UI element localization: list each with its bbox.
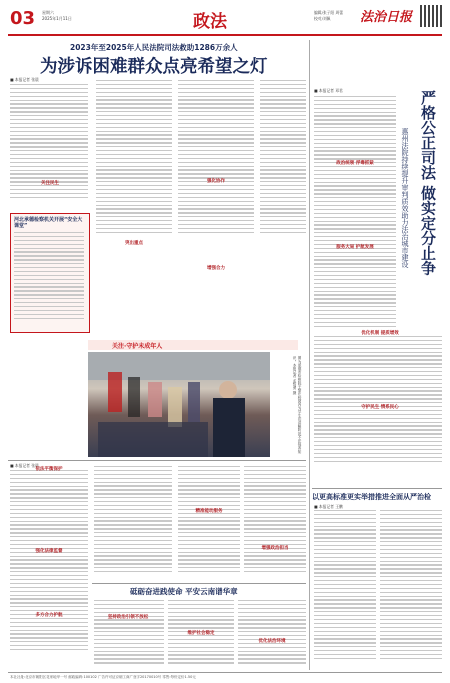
right-col1-text xyxy=(314,96,396,336)
right-headline-sub: 惠州法院持续提升审判质效助力法治城市建设 xyxy=(401,128,409,268)
bottom-right-byline: ■ 本报记者 王鹏 xyxy=(314,504,343,509)
date-line-2: 2025年1月11日 xyxy=(42,16,72,21)
mid-col3-text xyxy=(178,466,240,581)
left-headline: 为涉诉困难群众点亮希望之灯 xyxy=(40,57,268,77)
mid-col2-text xyxy=(94,466,172,581)
subhead-guanzhu: 关注民生 xyxy=(41,181,59,186)
lower-col3-text xyxy=(238,600,306,670)
header-rule xyxy=(8,34,442,36)
subhead-youhua: 优化机制 提质增效 xyxy=(361,331,399,336)
photo-side-caption: 图为承德市检察院干警在校园内为学生们讲解防范不法侵害知识。本报记者 孟绍勇 摄 xyxy=(293,356,302,454)
subhead-minsheng: 守护民生 情系民心 xyxy=(361,405,399,410)
mid-col4-text xyxy=(244,466,306,581)
subhead-pingheng: 依法平衡保护 xyxy=(35,467,63,472)
subhead-huhang: 多方合力护航 xyxy=(35,613,63,618)
subhead-tuchu: 突出重点 xyxy=(125,241,143,246)
right-headline-main: 严格公正司法 做实定分止争 xyxy=(419,90,437,276)
qr-code-icon xyxy=(420,5,442,27)
right-byline: ■ 本报记者 邓君 xyxy=(314,88,343,93)
mid-divider xyxy=(8,460,306,461)
left-byline: ■ 本报记者 张晨 xyxy=(10,77,39,82)
left-col3-text xyxy=(178,80,254,330)
subhead-fuwu: 服务大局 护航发展 xyxy=(336,245,374,250)
mid-byline: ■ 本报记者 张晨 xyxy=(10,463,39,468)
subhead-tonglin: 政治统领 浮毒抓紧 xyxy=(336,161,374,166)
editor-line-1: 编辑/张子阳 周蕾 xyxy=(314,10,344,15)
date-line-1: 星期六 xyxy=(42,10,54,15)
footer-text: 本社社址:北京市朝阳区花家地甲一号 邮政编码:100102 广告许可证京朝工商广登字20170010号 零售:每份定价1.50元 xyxy=(10,675,196,679)
mid-col1-text xyxy=(10,470,88,665)
subhead-jiandu: 强化法律监督 xyxy=(35,549,63,554)
lower-headline: 砥砺奋进践使命 平安云南谱华章 xyxy=(130,587,238,596)
subhead-fazhi: 优化法治环境 xyxy=(258,639,286,644)
subhead-jingzhun: 精准能动服务 xyxy=(195,509,223,514)
subhead-qianghua: 强化协作 xyxy=(207,179,225,184)
right-wide-text xyxy=(314,336,442,466)
left-col2-text xyxy=(96,80,172,330)
page-header xyxy=(0,0,450,38)
masthead-logo: 法治日报 xyxy=(360,10,413,25)
left-col1-text xyxy=(10,84,88,209)
column-divider xyxy=(309,40,310,670)
subhead-zhengzhi: 坚持政治引领不放松 xyxy=(107,615,149,620)
subhead-dandang: 增强政治担当 xyxy=(261,546,289,551)
left-col4-text xyxy=(260,80,306,330)
page-number: 03 xyxy=(10,8,36,29)
news-photo xyxy=(88,352,270,457)
photo-label: 关注·守护未成年人 xyxy=(112,343,163,350)
photo-caption-title: 河北承德检察机关开展“安全大课堂” xyxy=(14,217,83,229)
lower-col1-text xyxy=(94,600,164,670)
bottom-right-divider xyxy=(312,488,442,489)
bottom-right-col1 xyxy=(314,510,376,668)
photo-caption-text xyxy=(14,232,84,327)
lower-divider xyxy=(92,583,306,584)
subhead-wending: 维护社会稳定 xyxy=(187,631,215,636)
bottom-right-headline: 以更高标准更实举措推进全面从严治检 xyxy=(312,492,431,501)
left-kicker: 2023年至2025年人民法院司法救助1286万余人 xyxy=(70,43,238,52)
footer-rule xyxy=(8,672,442,673)
subhead-zengqiang: 增强合力 xyxy=(207,266,225,271)
section-title: 政法 xyxy=(193,12,227,32)
editor-line-2: 校对/刘佩 xyxy=(314,16,331,21)
bottom-right-col2 xyxy=(380,510,442,668)
